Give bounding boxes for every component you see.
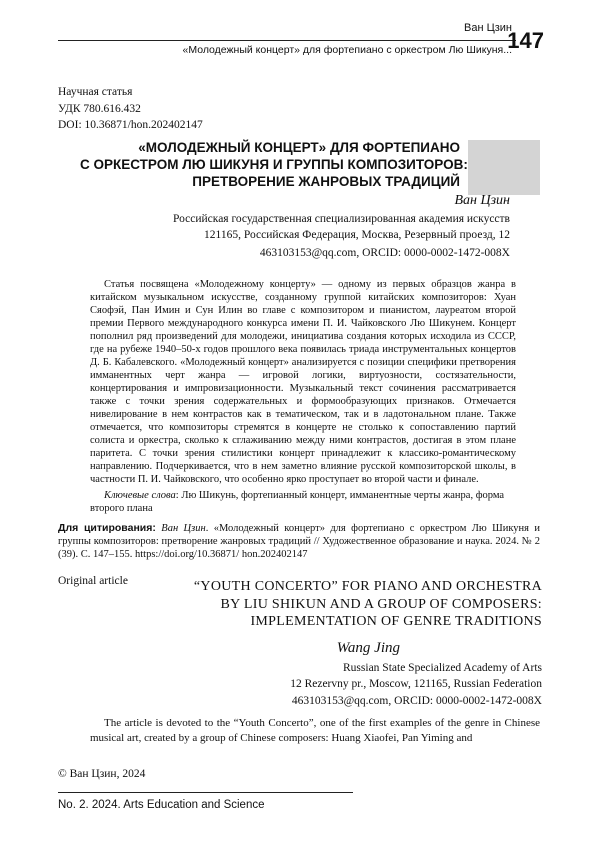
header-rule <box>58 40 516 41</box>
abstract-ru: Статья посвящена «Молодежному концерту» — одному из первых образцов жанра в китайском музыкальном искусстве, созданному группой китайских композиторов: Хуан Сяофэй, Пан Имин и Сун Илин во главе с композитором и пианистом, лауреатом второй премии Первого международного конкурса имени П. И. Чайковского Лю Шикунем. Концерт пополнил ряд произведений для молодежи, инициатива создания которых исходила из СССР, где на рубеже 1940–50-х годов прошлого века появилась триада инструментальных концертов Д. Б. Кабалевского. «Молодежный концерт» анализируется с позиции специфики претворения имманентных черт жанра — игровой логики, виртуозности, состязательности, концертирования и импровизационности. Музыкальный текст сочинения рассматривается также с точки зрения содержательных и формообразующих признаков. Отмечается нивелирование в нем контрастов как в тематическом, так и в ладотональном плане. Также отмечается, что композиторы стремятся в концерте не столько к сопоставлению партий солиста и оркестра, сколько к сглаживанию между ними контрастов, достигая в этом плане паритета. С точки зрения стилистики концерт принадлежит к классико-романтическому направлению. Подчеркивается, что в нем заметно влияние русской композиторской школы, в частности П. И. Чайковского, что особенно ярко проступает во второй части и финале. <box>90 279 516 485</box>
affiliation-en-line: Russian State Specialized Academy of Arts <box>343 662 542 674</box>
udk-code: УДК 780.616.432 <box>58 102 141 115</box>
title-en-line: “YOUTH CONCERTO” FOR PIANO AND ORCHESTRA <box>193 579 542 594</box>
keywords-ru <box>90 489 516 515</box>
title-en-line: IMPLEMENTATION OF GENRE TRADITIONS <box>250 614 542 629</box>
citation-author: Ван Цзин <box>161 523 206 534</box>
copyright-notice: © Ван Цзин, 2024 <box>58 768 146 780</box>
affiliation-en-line: 12 Rezervny pr., Moscow, 121165, Russian Federation <box>290 678 542 690</box>
title-ru-line: С ОРКЕСТРОМ ЛЮ ШИКУНЯ И ГРУППЫ КОМПОЗИТОРОВ: <box>80 157 468 172</box>
article-title-en <box>194 578 542 631</box>
footer-rule <box>58 792 353 793</box>
title-ru-line: «МОЛОДЕЖНЫЙ КОНЦЕРТ» ДЛЯ ФОРТЕПИАНО <box>138 140 460 155</box>
affiliation-ru <box>173 211 510 243</box>
citation-label: Для цитирования: <box>58 522 156 534</box>
article-meta <box>58 84 203 134</box>
running-head-title: «Молодежный концерт» для фортепиано с оркестром Лю Шикуня... <box>182 44 512 56</box>
affiliation-en <box>290 660 542 692</box>
journal-footer: No. 2. 2024. Arts Education and Science <box>58 799 265 811</box>
citation <box>58 522 540 561</box>
article-title-ru <box>80 139 468 190</box>
citation-text: . «Молодежный концерт» для фортепиано с оркестром Лю Шикуня и группы композиторов: претворение жанровых традиций // Художественное образование и наука. 2024. № 2 (39). С. 147–155. https://doi.org/10.36871/ hon.202402147 <box>58 523 540 560</box>
author-name-en: Wang Jing <box>336 640 400 656</box>
doi: DOI: 10.36871/hon.202402147 <box>58 119 203 131</box>
keywords-label: Ключевые слова <box>104 490 176 501</box>
title-ru-line: ПРЕТВОРЕНИЕ ЖАНРОВЫХ ТРАДИЦИЙ <box>192 174 460 189</box>
affiliation-ru-line: 121165, Российская Федерация, Москва, Резервный проезд, 12 <box>204 229 510 241</box>
author-name-ru: Ван Цзин <box>454 193 510 208</box>
article-type: Научная статья <box>58 86 133 98</box>
decorative-gray-block <box>468 140 540 195</box>
page-number: 147 <box>507 28 544 53</box>
original-article-label: Original article <box>58 575 128 587</box>
affiliation-ru-line: Российская государственная специализированная академия искусств <box>173 213 510 225</box>
running-head-author: Ван Цзин <box>464 22 512 34</box>
keywords-list: : Лю Шикунь, фортепианный концерт, имманентные черты жанра, форма второго плана <box>90 490 505 514</box>
contact-en: 463103153@qq.com, ORCID: 0000-0002-1472-008X <box>291 695 542 707</box>
abstract-en: The article is devoted to the “Youth Concerto”, one of the first examples of the genre in Chinese musical art, created by a group of Chinese composers: Huang Xiaofei, Pan Yiming and <box>90 717 540 744</box>
contact-ru: 463103153@qq.com, ORCID: 0000-0002-1472-008X <box>259 247 510 259</box>
title-en-line: BY LIU SHIKUN AND A GROUP OF COMPOSERS: <box>220 596 542 612</box>
